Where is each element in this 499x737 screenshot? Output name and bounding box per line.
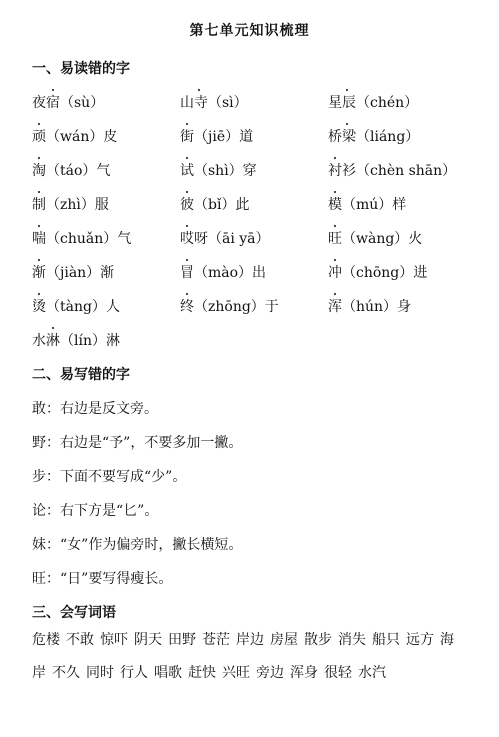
read-entry: 冒（mào）出 — [180, 265, 267, 281]
read-entry: 哎呀（āi yā） — [180, 231, 270, 247]
word: 唱歌 — [154, 665, 182, 681]
read-entry: 水淋（lín）淋 — [32, 333, 120, 349]
read-entry: 制（zhì）服 — [32, 197, 109, 213]
word: 散步 — [304, 632, 332, 648]
word: 很轻 — [324, 665, 352, 681]
read-entry: 终（zhōng）于 — [180, 299, 279, 315]
read-entry: 浑（hún）身 — [328, 299, 412, 315]
read-entry: 桥梁（liáng） — [328, 129, 420, 145]
write-tip: 妹：“女”作为偏旁时，撇长横短。 — [32, 537, 243, 553]
write-tip: 步：下面不要写成“少”。 — [32, 469, 187, 485]
read-entry: 渐（jiàn）渐 — [32, 265, 115, 281]
word: 岸边 — [236, 632, 264, 648]
word: 同时 — [86, 665, 114, 681]
emphasis-dot — [334, 259, 336, 261]
word: 水汽 — [358, 665, 386, 681]
emphasis-dot — [38, 123, 40, 125]
read-entry: 彼（bǐ）此 — [180, 197, 250, 213]
section-heading-write: 二、易写错的字 — [32, 367, 130, 383]
word: 苍茫 — [202, 632, 230, 648]
read-row — [32, 160, 482, 182]
word: 田野 — [168, 632, 196, 648]
read-entry: 星辰（chén） — [328, 95, 419, 111]
emphasis-dot — [38, 259, 40, 261]
read-entry: 烫（tàng）人 — [32, 299, 120, 315]
emphasis-dot — [38, 191, 40, 193]
emphasis-dot — [52, 89, 54, 91]
word: 赶快 — [188, 665, 216, 681]
word: 阴天 — [134, 632, 162, 648]
write-tip: 论：右下方是“匕”。 — [32, 503, 159, 519]
word: 房屋 — [270, 632, 298, 648]
section-heading-words: 三、会写词语 — [32, 605, 116, 621]
emphasis-dot — [38, 225, 40, 227]
emphasis-dot — [334, 191, 336, 193]
emphasis-dot — [186, 259, 188, 261]
read-row — [32, 330, 482, 352]
word: 消失 — [338, 632, 366, 648]
word: 远方 — [406, 632, 434, 648]
word: 行人 — [120, 665, 148, 681]
emphasis-dot — [38, 293, 40, 295]
emphasis-dot — [186, 293, 188, 295]
emphasis-dot — [52, 327, 54, 329]
read-entry: 冲（chōng）进 — [328, 265, 428, 281]
read-row — [32, 262, 482, 284]
word: 危楼 — [32, 632, 60, 648]
emphasis-dot — [346, 89, 348, 91]
emphasis-dot — [38, 157, 40, 159]
read-entry: 旺（wàng）火 — [328, 231, 423, 247]
read-entry: 淘（táo）气 — [32, 163, 111, 179]
read-row — [32, 194, 482, 216]
emphasis-dot — [334, 157, 336, 159]
emphasis-dot — [186, 123, 188, 125]
word: 浑身 — [290, 665, 318, 681]
write-tip: 敢：右边是反文旁。 — [32, 401, 158, 417]
emphasis-dot — [198, 89, 200, 91]
read-entry: 喘（chuǎn）气 — [32, 231, 132, 247]
read-entry: 模（mú）样 — [328, 197, 407, 213]
section-heading-read: 一、易读错的字 — [32, 61, 130, 77]
read-entry: 顽（wán）皮 — [32, 129, 118, 145]
word: 海岸 — [32, 632, 454, 681]
write-tip: 旺：“日”要写得瘦长。 — [32, 571, 173, 587]
read-entry: 衬衫（chèn shān） — [328, 163, 457, 179]
read-row — [32, 296, 482, 318]
page-title: 第七单元知识梳理 — [189, 23, 310, 39]
read-entry: 夜宿（sù） — [32, 95, 105, 111]
word: 兴旺 — [222, 665, 250, 681]
word: 旁边 — [256, 665, 284, 681]
read-row — [32, 92, 482, 114]
emphasis-dot — [334, 225, 336, 227]
emphasis-dot — [186, 157, 188, 159]
read-entry: 试（shì）穿 — [180, 163, 257, 179]
word: 惊吓 — [100, 632, 128, 648]
emphasis-dot — [346, 123, 348, 125]
write-tip: 野：右边是“予”，不要多加一撇。 — [32, 435, 243, 451]
emphasis-dot — [186, 191, 188, 193]
word: 船只 — [372, 632, 400, 648]
word: 不敢 — [66, 632, 94, 648]
read-entry: 山寺（sì） — [180, 95, 248, 111]
read-row — [32, 126, 482, 148]
word: 不久 — [52, 665, 80, 681]
emphasis-dot — [186, 225, 188, 227]
emphasis-dot — [334, 293, 336, 295]
read-row — [32, 228, 482, 250]
read-entry: 街（jiē）道 — [180, 129, 254, 145]
word-list — [32, 624, 472, 690]
